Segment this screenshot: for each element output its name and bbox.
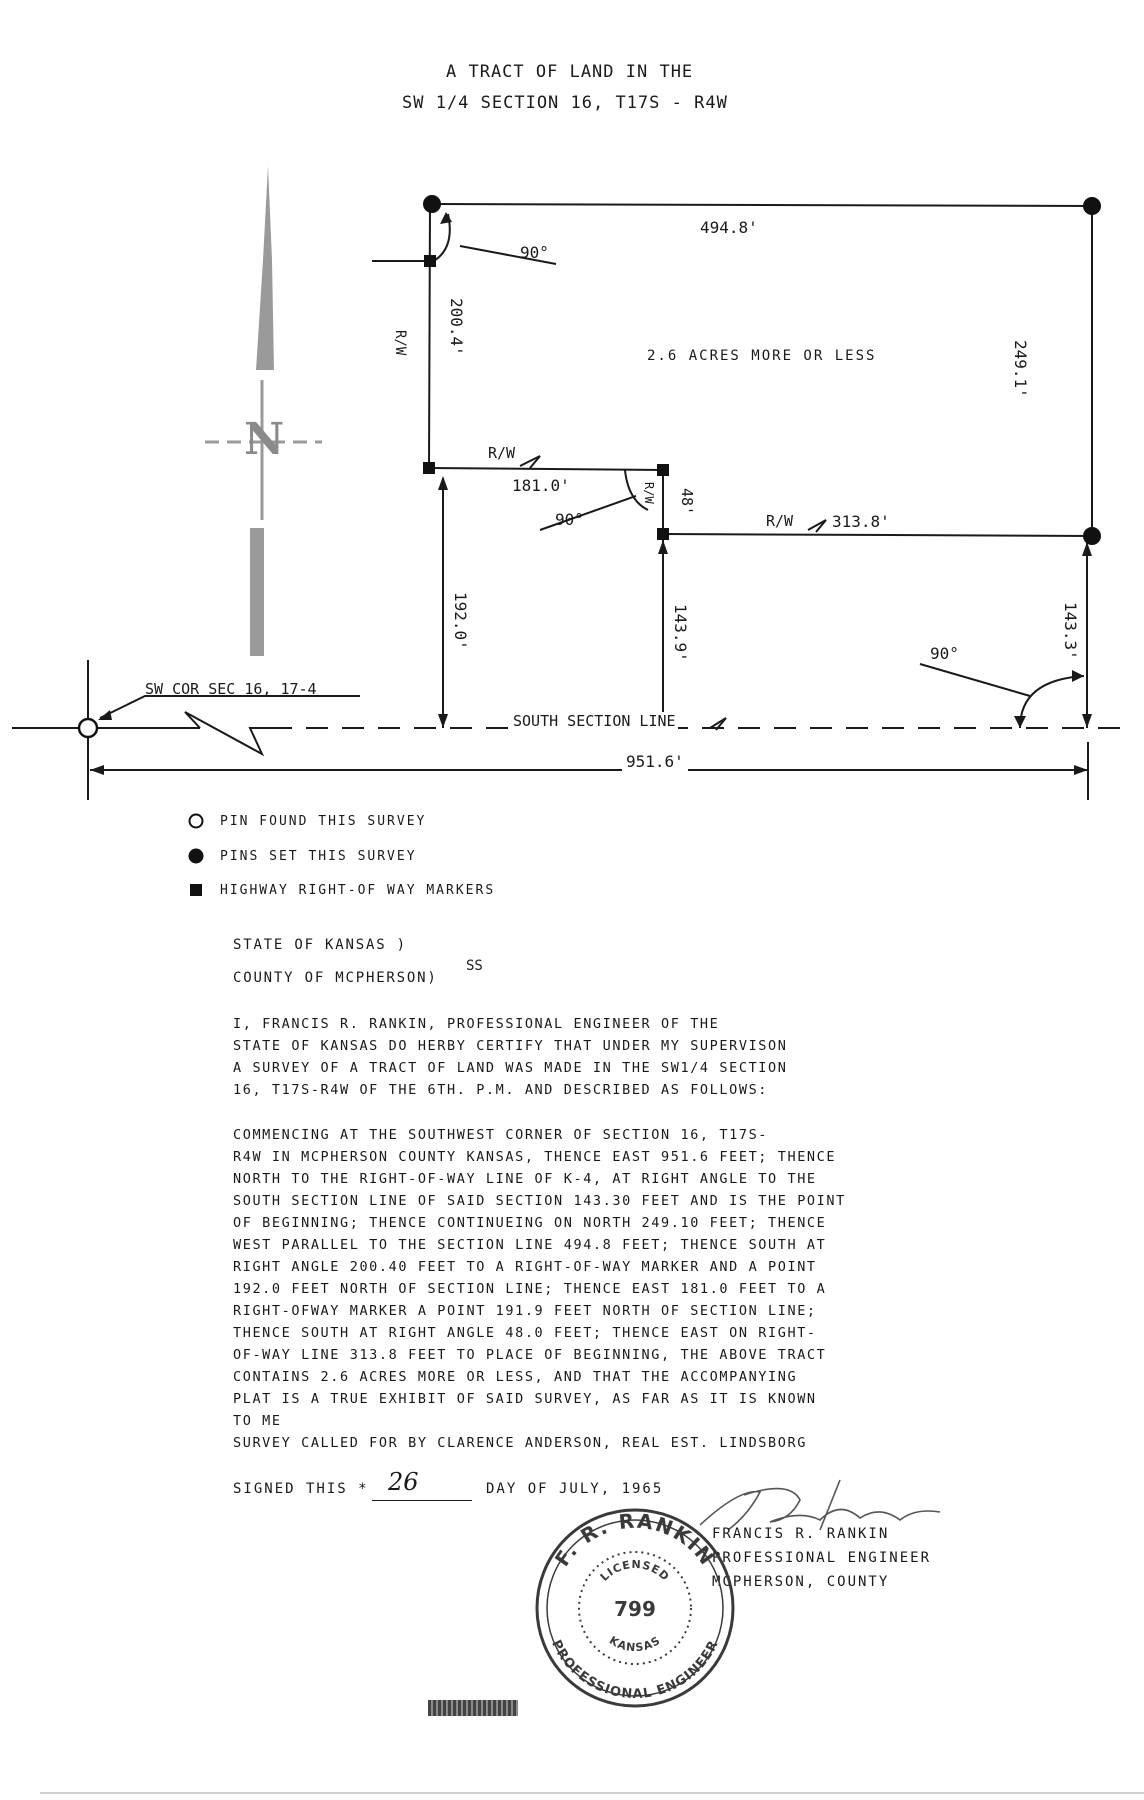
legend-rw-marker-label: HIGHWAY RIGHT-OF WAY MARKERS — [220, 882, 496, 898]
arrow-143.3-bottom — [1082, 714, 1092, 728]
sw-corner-leader — [100, 696, 360, 718]
ss-label: SS — [466, 958, 483, 974]
arrow-192-top — [438, 476, 448, 490]
rw-step-hook — [520, 456, 540, 468]
cert-p1-line: 16, T17S-R4W OF THE 6TH. P.M. AND DESCRIBED AS FOLLOWS: — [233, 1082, 769, 1098]
certificate-paragraph-1 — [233, 1013, 787, 1101]
dim-south-rw: 313.8' — [832, 512, 890, 531]
angle-leader-se — [920, 664, 1030, 696]
pin-set-se — [1083, 527, 1101, 545]
signed-prefix: SIGNED THIS * — [233, 1481, 369, 1497]
dim-east-upper: 249.1' — [1011, 340, 1030, 398]
rw-marker-west — [424, 255, 436, 267]
cert-p2-line: TO ME — [233, 1413, 282, 1429]
signed-day: 26 — [388, 1468, 419, 1496]
cert-p2-line: WEST PARALLEL TO THE SECTION LINE 494.8 FEET; THENCE SOUTH AT — [233, 1237, 827, 1253]
signer-title: PROFESSIONAL ENGINEER — [712, 1550, 932, 1566]
arrow-951-left — [90, 765, 104, 775]
filled-square-icon — [188, 882, 204, 898]
seal-licensed-text: LICENSED — [597, 1557, 673, 1584]
pin-set-nw — [423, 195, 441, 213]
dim-west-lower: 192.0' — [451, 592, 470, 650]
cert-p2-line: R4W IN MCPHERSON COUNTY KANSAS, THENCE EAST 951.6 FEET; THENCE — [233, 1149, 837, 1165]
dim-west-rw: 200.4' — [447, 298, 466, 356]
rw-south-label: R/W — [766, 512, 794, 530]
cert-p2-line: COMMENCING AT THE SOUTHWEST CORNER OF SECTION 16, T17S- — [233, 1127, 769, 1143]
open-circle-icon — [188, 813, 204, 829]
ink-smudge-mark — [428, 1700, 518, 1716]
cert-p1-line: STATE OF KANSAS DO HERBY CERTIFY THAT UNDER MY SUPERVISON — [233, 1038, 788, 1054]
filled-circle-icon — [188, 848, 204, 864]
certificate-paragraph-2 — [233, 1124, 846, 1454]
angle-arc-se — [1020, 676, 1084, 728]
legend-rw-marker — [188, 878, 495, 902]
cert-p2-line: OF BEGINNING; THENCE CONTINUEING ON NORTH 249.10 FEET; THENCE — [233, 1215, 827, 1231]
cert-p2-line: OF-WAY LINE 313.8 FEET TO PLACE OF BEGINNING, THE ABOVE TRACT — [233, 1347, 827, 1363]
angle-nw-label: 90° — [520, 243, 549, 262]
rw-south-hook — [808, 520, 826, 532]
dim-east-lower: 143.3' — [1061, 602, 1080, 660]
arrow-sw-leader — [98, 710, 112, 720]
rw-marker-notch — [657, 528, 669, 540]
north-arrow — [205, 166, 322, 656]
signed-suffix: DAY OF JULY, 1965 — [486, 1481, 664, 1497]
cert-p2-line: PLAT IS A TRUE EXHIBIT OF SAID SURVEY, AS FAR AS IT IS KNOWN — [233, 1391, 817, 1407]
cert-p2-line: CONTAINS 2.6 ACRES MORE OR LESS, AND THAT THE ACCOMPANYING — [233, 1369, 798, 1385]
arrow-angle-se-2 — [1014, 716, 1026, 728]
cert-p2-line: THENCE SOUTH AT RIGHT ANGLE 48.0 FEET; THENCE EAST ON RIGHT- — [233, 1325, 817, 1341]
break-symbol — [185, 712, 270, 754]
title-line-1: A TRACT OF LAND IN THE — [446, 62, 694, 82]
dim-baseline: 951.6' — [622, 752, 688, 771]
cert-p2-line: SOUTH SECTION LINE OF SAID SECTION 143.30 FEET AND IS THE POINT — [233, 1193, 846, 1209]
cert-p2-line: RIGHT ANGLE 200.40 FEET TO A RIGHT-OF-WAY MARKER AND A POINT — [233, 1259, 817, 1275]
signer-name: FRANCIS R. RANKIN — [712, 1526, 890, 1542]
rw-west-label: R/W — [392, 330, 408, 356]
angle-se-label: 90° — [930, 644, 959, 663]
cert-p2-line: 192.0 FEET NORTH OF SECTION LINE; THENCE EAST 181.0 FEET TO A — [233, 1281, 827, 1297]
parcel-west-line — [429, 204, 430, 468]
county-line: COUNTY OF MCPHERSON) — [233, 970, 438, 986]
arrow-angle-se — [1072, 670, 1084, 682]
signed-day-underline — [372, 1500, 472, 1501]
cert-p1-line: I, FRANCIS R. RANKIN, PROFESSIONAL ENGINEER OF THE — [233, 1016, 720, 1032]
area-label: 2.6 ACRES MORE OR LESS — [647, 348, 877, 364]
north-letter: N — [244, 414, 285, 465]
arrow-143.9-top — [658, 540, 668, 554]
cert-p2-line: RIGHT-OFWAY MARKER A POINT 191.9 FEET NORTH OF SECTION LINE; — [233, 1303, 817, 1319]
dim-mid-lower: 143.9' — [671, 604, 690, 662]
arrow-angle-nw — [440, 212, 452, 224]
svg-text:KANSAS — [607, 1634, 663, 1655]
south-section-line-label: SOUTH SECTION LINE — [513, 712, 676, 730]
title-line-2: SW 1/4 SECTION 16, T17S - R4W — [402, 93, 728, 113]
rw-marker-step-west — [423, 462, 435, 474]
pin-found-sw — [79, 719, 97, 737]
arrow-192-bottom — [438, 714, 448, 728]
legend-pin-found-label: PIN FOUND THIS SURVEY — [220, 813, 427, 829]
survey-called-line: SURVEY CALLED FOR BY CLARENCE ANDERSON, REAL EST. LINDSBORG — [233, 1435, 807, 1451]
north-arrow-upper — [256, 166, 274, 370]
legend-pin-set — [188, 844, 417, 868]
seal-bottom-text: PROFESSIONAL ENGINEER — [548, 1637, 722, 1703]
bottom-edge-rule — [40, 1792, 1144, 1794]
parcel-step-line — [429, 468, 663, 470]
sw-corner-label: SW COR SEC 16, 17-4 — [145, 680, 317, 698]
pin-set-ne — [1083, 197, 1101, 215]
cert-p2-line: NORTH TO THE RIGHT-OF-WAY LINE OF K-4, AT RIGHT ANGLE TO THE — [233, 1171, 817, 1187]
parcel-north-line — [432, 204, 1092, 206]
state-line: STATE OF KANSAS ) — [233, 937, 407, 953]
svg-text:F. R. RANKIN — [550, 1509, 720, 1571]
rw-notch-label: R/W — [642, 482, 656, 504]
legend-pin-set-label: PINS SET THIS SURVEY — [220, 848, 417, 864]
north-arrow-lower — [250, 528, 264, 656]
seal-top-text: F. R. RANKIN — [549, 1508, 720, 1571]
svg-text:LICENSED — [598, 1558, 672, 1584]
parcel-south-rw-line — [663, 534, 1092, 536]
svg-text:PROFESSIONAL ENGINEER — [548, 1638, 722, 1702]
signer-county: MCPHERSON, COUNTY — [712, 1574, 890, 1590]
seal-state-text: KANSAS — [606, 1633, 664, 1655]
cert-p1-line: A SURVEY OF A TRACT OF LAND WAS MADE IN THE SW1/4 SECTION — [233, 1060, 788, 1076]
angle-step-label: 90° — [555, 510, 584, 529]
rw-step-label: R/W — [488, 444, 516, 462]
arrow-951-right — [1074, 765, 1088, 775]
dim-step-west: 181.0' — [512, 476, 570, 495]
seal-number: 799 — [614, 1597, 656, 1621]
dim-north-side: 494.8' — [700, 218, 758, 237]
dim-step-notch: 48' — [678, 488, 696, 516]
legend-pin-found — [188, 809, 426, 833]
rw-marker-step-east — [657, 464, 669, 476]
